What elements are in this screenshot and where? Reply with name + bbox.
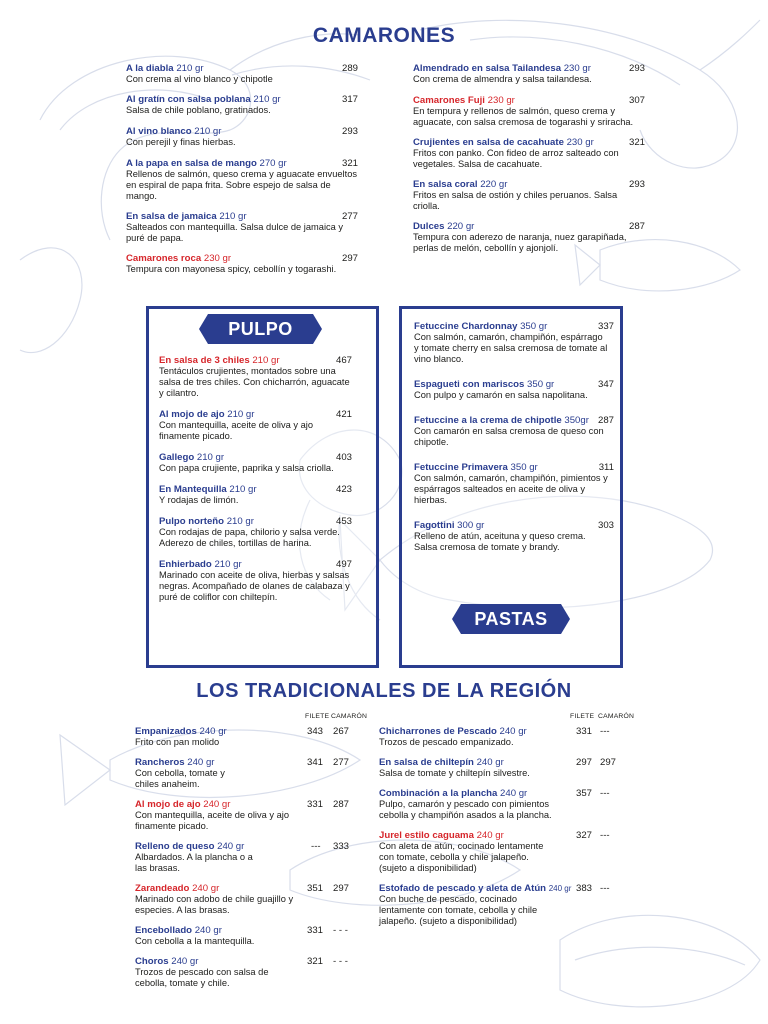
item-name: En salsa de 3 chiles: [159, 355, 250, 366]
item-description: Con perejil y finas hierbas.: [126, 137, 236, 147]
pastas-ribbon: PASTAS: [461, 604, 561, 634]
menu-item: [126, 94, 358, 116]
menu-item: [379, 726, 629, 748]
item-weight: 220 gr: [447, 221, 475, 232]
item-description: Fritos con panko. Con fideo de arroz salteado con vegetales. Salsa de cacahuate.: [413, 148, 619, 169]
menu-item: [414, 379, 614, 401]
camaron-price: 297: [333, 883, 350, 894]
menu-item: [414, 321, 614, 365]
item-description: Tempura con mayonesa spicy, cebollín y togarashi.: [126, 264, 337, 274]
item-name: Encebollado: [135, 925, 193, 936]
item-name: Al gratín con salsa poblana: [126, 94, 251, 105]
camarones-right-column: [413, 63, 645, 263]
pulpo-column: [159, 355, 352, 612]
menu-item: [379, 883, 629, 927]
camaron-column-header-right: CAMARÓN: [598, 713, 635, 720]
item-description: Rellenos de salmón, queso crema y aguacate envueltos en espiral de papa frita. Sobre espejo de salsa de mango.: [126, 169, 358, 201]
item-price: 293: [628, 179, 645, 190]
item-description: Tentáculos crujientes, montados sobre una salsa de tres chiles. Con chicharrón, aguacate y cilantro.: [159, 366, 350, 398]
camaron-price: - - -: [333, 925, 348, 936]
tradicionales-right-column: [379, 726, 629, 936]
item-name: Jurel estilo caguama: [379, 830, 474, 841]
item-name: En salsa de jamaica: [126, 211, 217, 222]
item-description: Con papa crujiente, paprika y salsa criolla.: [159, 463, 334, 473]
filete-price: 331: [307, 799, 324, 810]
item-name: Espagueti con mariscos: [414, 379, 525, 390]
item-weight: 240 gr: [192, 883, 220, 894]
menu-item: [135, 956, 365, 989]
item-price: 287: [597, 415, 614, 426]
menu-item: [159, 559, 352, 603]
filete-column-header-right: FILETE: [570, 713, 595, 720]
item-description: Marinado con aceite de oliva, hierbas y salsas negras. Acompañado de olanes de calabaza y puré de coliflor con chiltepín.: [159, 570, 350, 602]
menu-item: [126, 126, 358, 148]
item-weight: 240 gr: [194, 925, 222, 936]
menu-item: [126, 63, 358, 85]
item-description: Salsa de tomate y chiltepín silvestre.: [379, 768, 530, 778]
menu-item: [126, 211, 358, 244]
menu-item: [413, 95, 645, 128]
item-weight: 270 gr: [259, 158, 287, 169]
item-weight: 210 gr: [196, 452, 225, 463]
filete-price: 351: [307, 883, 324, 894]
filete-price: 343: [307, 726, 324, 737]
item-weight: 210 gr: [214, 559, 242, 570]
filete-price: 321: [307, 956, 324, 967]
item-price: 277: [341, 211, 358, 222]
menu-item: [413, 179, 645, 212]
item-price: 289: [341, 63, 358, 74]
item-description: Con crema al vino blanco y chipotle: [126, 74, 273, 84]
item-price: 403: [335, 452, 352, 463]
item-name: Dulces: [413, 221, 445, 232]
item-name: En salsa coral: [413, 179, 478, 190]
item-description: Con mantequilla, aceite de oliva y ajo finamente picado.: [159, 420, 314, 441]
filete-column-header-left: FILETE: [305, 713, 330, 720]
item-description: Y rodajas de limón.: [159, 495, 239, 505]
item-description: Salteados con mantequilla. Salsa dulce de jamaica y puré de papa.: [126, 222, 344, 243]
item-price: 467: [335, 355, 352, 366]
item-weight: 210 gr: [194, 126, 222, 137]
item-weight: 230 gr: [563, 63, 591, 74]
menu-item: [414, 415, 614, 448]
item-name: Rancheros: [135, 757, 185, 768]
item-description: Albardados. A la plancha o a las brasas.: [135, 852, 253, 873]
menu-item: [135, 883, 365, 916]
menu-item: [135, 925, 365, 947]
menu-item: [135, 841, 365, 874]
item-name: Almendrado en salsa Tailandesa: [413, 63, 562, 74]
item-description: En tempura y rellenos de salmón, queso crema y aguacate, con salsa cremosa de togarashi y sriracha.: [413, 106, 634, 127]
item-description: Relleno de atún, aceituna y queso crema. Salsa cremosa de tomate y brandy.: [414, 531, 586, 552]
menu-item: [414, 462, 614, 506]
menu-item: [159, 516, 352, 549]
item-price: 337: [597, 321, 614, 332]
item-name: Estofado de pescado y aleta de Atún: [379, 883, 547, 894]
menu-item: [159, 452, 352, 474]
item-weight: 240 gr: [500, 788, 528, 799]
tradicionales-title: LOS TRADICIONALES DE LA REGIÓN: [196, 680, 572, 702]
item-name: Chicharrones de Pescado: [379, 726, 497, 737]
camaron-price: - - -: [333, 956, 348, 967]
item-description: Con aleta de atún, cocinado lentamente con tomate, cebolla y chile jalapeño. (sujeto a disponibilidad): [379, 841, 544, 873]
item-name: Fagottini: [414, 520, 455, 531]
item-weight: 240 gr: [171, 956, 199, 967]
item-description: Con crema de almendra y salsa tailandesa.: [413, 74, 592, 84]
filete-price: 357: [576, 788, 593, 799]
item-weight: 240 gr: [217, 841, 245, 852]
item-description: Tempura con aderezo de naranja, nuez garapiñada, perlas de melón, cebollín y ajonjolí.: [413, 232, 627, 253]
item-price: 307: [628, 95, 645, 106]
item-weight: 230 gr: [566, 137, 594, 148]
filete-price: 297: [576, 757, 593, 768]
item-name: Gallego: [159, 452, 195, 463]
item-description: Con buche de pescado, cocinado lentamente con tomate, cebolla y chile jalapeño. (sujeto a disponibilidad): [379, 894, 538, 926]
item-weight: 210 gr: [252, 355, 280, 366]
item-name: Al mojo de ajo: [135, 799, 201, 810]
camaron-price: 267: [333, 726, 350, 737]
item-weight: 350 gr: [520, 321, 548, 332]
camarones-left-column: [126, 63, 358, 284]
filete-price: 383: [576, 883, 593, 894]
item-weight: 240 gr: [476, 757, 504, 768]
menu-item: [159, 355, 352, 399]
item-price: 321: [341, 158, 358, 169]
pulpo-ribbon: PULPO: [208, 314, 313, 344]
menu-item: [159, 484, 352, 506]
item-description: Frito con pan molido: [135, 737, 220, 747]
item-weight: 210 gr: [229, 484, 257, 495]
item-name: Fetuccine Primavera: [414, 462, 508, 473]
item-weight: 210 gr: [176, 63, 204, 74]
item-weight: 240 gr: [476, 830, 504, 841]
item-weight: 240 gr: [187, 757, 215, 768]
item-name: Zarandeado: [135, 883, 190, 894]
item-weight: 210 gr: [226, 516, 254, 527]
camaron-price: 277: [333, 757, 350, 768]
menu-item: [135, 757, 365, 790]
item-name: Choros: [135, 956, 169, 967]
filete-price: 331: [307, 925, 324, 936]
item-weight: 210 gr: [227, 409, 255, 420]
item-description: Trozos de pescado empanizado.: [379, 737, 514, 747]
item-description: Con cebolla, tomate y chiles anaheim.: [135, 768, 225, 789]
item-name: Crujientes en salsa de cacahuate: [413, 137, 564, 148]
item-price: 303: [597, 520, 614, 531]
filete-price: 331: [576, 726, 593, 737]
item-weight: 210 gr: [253, 94, 281, 105]
item-price: 497: [335, 559, 352, 570]
pastas-column: [414, 321, 614, 562]
item-weight: 210 gr: [219, 211, 247, 222]
item-price: 311: [598, 462, 614, 473]
item-price: 293: [341, 126, 358, 137]
item-weight: 230 gr: [487, 95, 515, 106]
item-weight: 230 gr: [203, 253, 232, 264]
item-weight: 240 gr: [203, 799, 231, 810]
item-price: 421: [335, 409, 352, 420]
item-name: Empanizados: [135, 726, 197, 737]
item-description: Con salmón, camarón, champiñón, espárrago y tomate cherry en salsa cremosa de tomate al vino blanco.: [414, 332, 608, 364]
item-price: 423: [335, 484, 352, 495]
menu-item: [126, 158, 358, 202]
item-description: Marinado con adobo de chile guajillo y especies. A las brasas.: [135, 894, 294, 915]
item-price: 321: [628, 137, 645, 148]
item-description: Salsa de chile poblano, gratinados.: [126, 105, 271, 115]
item-description: Trozos de pescado con salsa de cebolla, tomate y chile.: [135, 967, 269, 988]
item-description: Con rodajas de papa, chilorio y salsa verde. Aderezo de chiles, tortillas de harina.: [159, 527, 340, 548]
item-name: Camarones roca: [126, 253, 202, 264]
item-weight: 240 gr: [499, 726, 527, 737]
tradicionales-left-column: [135, 726, 365, 998]
item-weight: 350 gr: [510, 462, 538, 473]
camaron-price: ---: [600, 726, 610, 737]
item-weight: 240 gr: [199, 726, 227, 737]
item-description: Pulpo, camarón y pescado con pimientos cebolla y champiñón asados a la plancha.: [379, 799, 552, 820]
item-name: Pulpo norteño: [159, 516, 225, 527]
camaron-price: ---: [600, 788, 610, 799]
item-name: A la diabla: [126, 63, 174, 74]
item-weight: 220 gr: [480, 179, 508, 190]
camaron-price: 287: [333, 799, 350, 810]
item-price: 293: [628, 63, 645, 74]
item-price: 297: [341, 253, 358, 264]
menu-item: [413, 63, 645, 85]
item-description: Con salmón, camarón, champiñón, pimientos y espárragos salteados en aceite de oliva y hierbas.: [414, 473, 608, 505]
camaron-price: ---: [600, 830, 610, 841]
item-weight: 350 gr: [527, 379, 555, 390]
item-name: Fetuccine a la crema de chipotle: [414, 415, 562, 426]
menu-item: [414, 520, 614, 553]
item-name: Relleno de queso: [135, 841, 215, 852]
item-price: 347: [597, 379, 614, 390]
item-name: En salsa de chiltepín: [379, 757, 474, 768]
menu-item: [379, 788, 629, 821]
item-weight: 350gr: [564, 415, 589, 426]
item-name: Al mojo de ajo: [159, 409, 225, 420]
menu-item: [379, 830, 629, 874]
menu-item: [126, 253, 358, 275]
item-description: Con pulpo y camarón en salsa napolitana.: [414, 390, 588, 400]
item-weight: 240 gr: [548, 884, 572, 893]
item-name: Fetuccine Chardonnay: [414, 321, 518, 332]
menu-item: [413, 137, 645, 170]
menu-item: [413, 221, 645, 254]
item-description: Fritos en salsa de ostión y chiles peruanos. Salsa criolla.: [413, 190, 618, 211]
item-price: 453: [335, 516, 352, 527]
filete-price: 327: [576, 830, 593, 841]
filete-price: ---: [311, 841, 321, 852]
menu-item: [159, 409, 352, 442]
item-name: A la papa en salsa de mango: [126, 158, 257, 169]
item-price: 287: [628, 221, 645, 232]
camaron-column-header-left: CAMARÓN: [331, 713, 368, 720]
item-name: Combinación a la plancha: [379, 788, 498, 799]
item-name: Al vino blanco: [126, 126, 192, 137]
camaron-price: 333: [333, 841, 350, 852]
item-name: En Mantequilla: [159, 484, 227, 495]
item-price: 317: [341, 94, 358, 105]
item-name: Camarones Fuji: [413, 95, 485, 106]
menu-item: [135, 726, 365, 748]
item-description: Con cebolla a la mantequilla.: [135, 936, 255, 946]
item-description: Con mantequilla, aceite de oliva y ajo finamente picado.: [135, 810, 290, 831]
camaron-price: ---: [600, 883, 610, 894]
camarones-title: CAMARONES: [312, 24, 456, 47]
filete-price: 341: [307, 757, 324, 768]
item-weight: 300 gr: [457, 520, 485, 531]
item-description: Con camarón en salsa cremosa de queso con chipotle.: [414, 426, 604, 447]
item-name: Enhierbado: [159, 559, 212, 570]
camaron-price: 297: [600, 757, 617, 768]
menu-item: [379, 757, 629, 779]
menu-item: [135, 799, 365, 832]
